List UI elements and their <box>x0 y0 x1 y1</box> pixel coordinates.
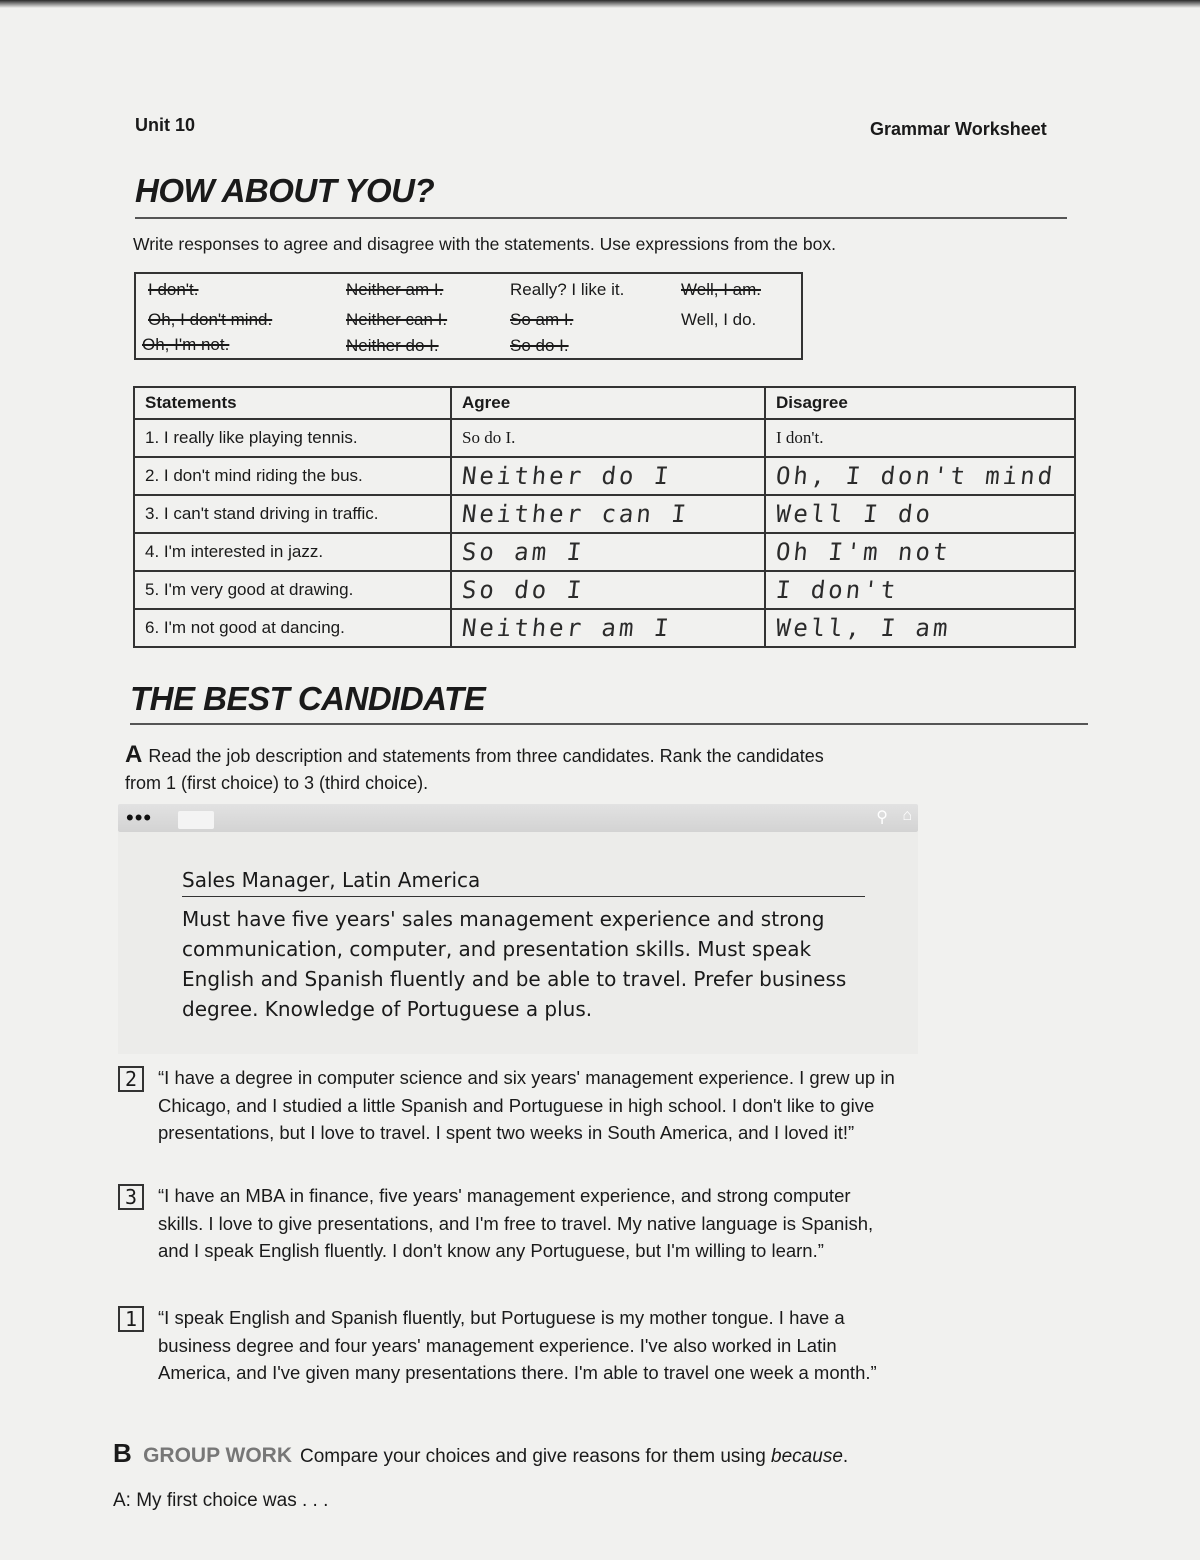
agree-response: So do I. <box>462 428 516 447</box>
disagree-cell[interactable] <box>765 419 1075 457</box>
agree-cell[interactable] <box>451 419 765 457</box>
table-row <box>134 533 1075 571</box>
disagree-cell[interactable] <box>765 533 1075 571</box>
expression-item: Oh, I don't mind. <box>148 310 273 329</box>
disagree-response: I don't. <box>776 428 824 447</box>
handwritten-agree-response: So do I <box>460 576 586 604</box>
disagree-cell[interactable] <box>765 609 1075 647</box>
table-row <box>134 495 1075 533</box>
disagree-cell[interactable] <box>765 495 1075 533</box>
agree-cell[interactable] <box>451 609 765 647</box>
handwritten-agree-response: Neither do I <box>460 462 673 490</box>
expression-item: Oh, I'm not. <box>142 335 230 354</box>
search-icon[interactable]: ⚲ <box>876 809 888 826</box>
rank-box[interactable]: 1 <box>118 1306 144 1332</box>
statement-cell: 1. I really like playing tennis. <box>134 419 451 457</box>
part-b-text: Compare your choices and give reasons for them using <box>300 1446 772 1467</box>
section-title-best-candidate: THE BEST CANDIDATE <box>130 680 486 717</box>
statement-cell: 4. I'm interested in jazz. <box>134 533 451 571</box>
expression-item: Really? I like it. <box>510 280 625 299</box>
section-divider <box>130 723 1088 725</box>
table-row <box>134 419 1075 457</box>
job-description: Must have five years' sales management experience and strong communication, computer, and presentation skills. Must speak English and Spanish fluently and be able to travel. Prefer business degree. Knowledge of Portuguese a plus. <box>182 907 847 1021</box>
table-row <box>134 571 1075 609</box>
expression-box <box>134 272 803 360</box>
column-header-statements: Statements <box>134 387 451 419</box>
browser-tab[interactable] <box>178 811 214 829</box>
section-title-how-about-you: HOW ABOUT YOU? <box>135 172 435 209</box>
table-row <box>134 457 1075 495</box>
handwritten-disagree-response: Oh, I don't mind <box>774 462 1057 490</box>
part-a-instructions <box>125 741 845 797</box>
column-header-agree: Agree <box>451 387 765 419</box>
window-control-dots[interactable]: ••• <box>126 805 153 830</box>
expression-item: Well, I do. <box>681 310 757 329</box>
handwritten-disagree-response: I don't <box>774 576 900 604</box>
candidate-quote: “I have a degree in computer science and six years' management experience. I grew up in Chicago, and I studied a little Spanish and Portuguese in high school. I don't like to give presentations, but I love to travel. I spent two weeks in South America, and I loved it!” <box>158 1067 895 1143</box>
expression-item: Neither do I. <box>346 336 439 355</box>
job-title: Sales Manager, Latin America <box>182 868 481 892</box>
handwritten-agree-response: Neither am I <box>460 614 673 642</box>
group-work-label: GROUP WORK <box>143 1444 293 1467</box>
expression-item: Well, I am. <box>681 280 761 299</box>
section-divider <box>135 217 1067 219</box>
disagree-cell[interactable] <box>765 571 1075 609</box>
expression-item: I don't. <box>148 280 199 299</box>
part-a-text: Read the job description and statements from three candidates. Rank the candidates from 1 (first choice) to 3 (third choice). <box>125 746 824 793</box>
disagree-cell[interactable] <box>765 457 1075 495</box>
part-b-instructions <box>113 1438 848 1469</box>
instructions-how-about-you: Write responses to agree and disagree with the statements. Use expressions from the box. <box>133 234 836 254</box>
browser-title-bar <box>118 804 918 832</box>
expression-item: Neither am I. <box>346 280 444 299</box>
handwritten-disagree-response: Well I do <box>774 500 935 528</box>
page-edge-shadow <box>0 0 1200 8</box>
table-row <box>134 609 1075 647</box>
home-icon[interactable]: ⌂ <box>902 807 912 824</box>
expression-item: So do I. <box>510 336 569 355</box>
handwritten-agree-response: Neither can I <box>460 500 691 528</box>
job-posting-body <box>118 832 918 1054</box>
agree-cell[interactable] <box>451 533 765 571</box>
expression-item: Neither can I. <box>346 310 448 329</box>
statements-table <box>133 386 1076 648</box>
part-b-emphasis: because <box>771 1446 843 1467</box>
handwritten-agree-response: So am I <box>460 538 586 566</box>
job-posting-window <box>118 804 918 1054</box>
rank-box[interactable]: 2 <box>118 1066 144 1092</box>
rank-box[interactable]: 3 <box>118 1184 144 1210</box>
candidate-quote: “I have an MBA in finance, five years' management experience, and strong computer skills. I love to give presentations, and I'm free to travel. My native language is Spanish, and I speak English fluently. I don't know any Portuguese, but I'm willing to learn.” <box>158 1185 874 1261</box>
expression-item: So am I. <box>510 310 574 329</box>
statement-cell: 3. I can't stand driving in traffic. <box>134 495 451 533</box>
worksheet-type-label: Grammar Worksheet <box>870 119 1047 139</box>
agree-cell[interactable] <box>451 571 765 609</box>
table-header-row <box>134 387 1075 419</box>
unit-label: Unit 10 <box>135 115 196 135</box>
handwritten-disagree-response: Oh I'm not <box>774 538 952 566</box>
part-a-letter: A <box>125 741 143 768</box>
agree-cell[interactable] <box>451 457 765 495</box>
candidate-quote: “I speak English and Spanish fluently, but Portuguese is my mother tongue. I have a business degree and four years' management experience. I've also worked in Latin America, and I've given many presentations there. I'm able to travel one week a month.” <box>158 1307 877 1383</box>
part-b-period: . <box>842 1446 849 1467</box>
statement-cell: 5. I'm very good at drawing. <box>134 571 451 609</box>
statement-cell: 6. I'm not good at dancing. <box>134 609 451 647</box>
part-b-letter: B <box>113 1438 132 1468</box>
column-header-disagree: Disagree <box>765 387 1075 419</box>
job-title-underline <box>182 896 865 897</box>
dialog-line: A: My first choice was . . . <box>113 1490 329 1511</box>
handwritten-disagree-response: Well, I am <box>774 614 952 642</box>
statement-cell: 2. I don't mind riding the bus. <box>134 457 451 495</box>
agree-cell[interactable] <box>451 495 765 533</box>
